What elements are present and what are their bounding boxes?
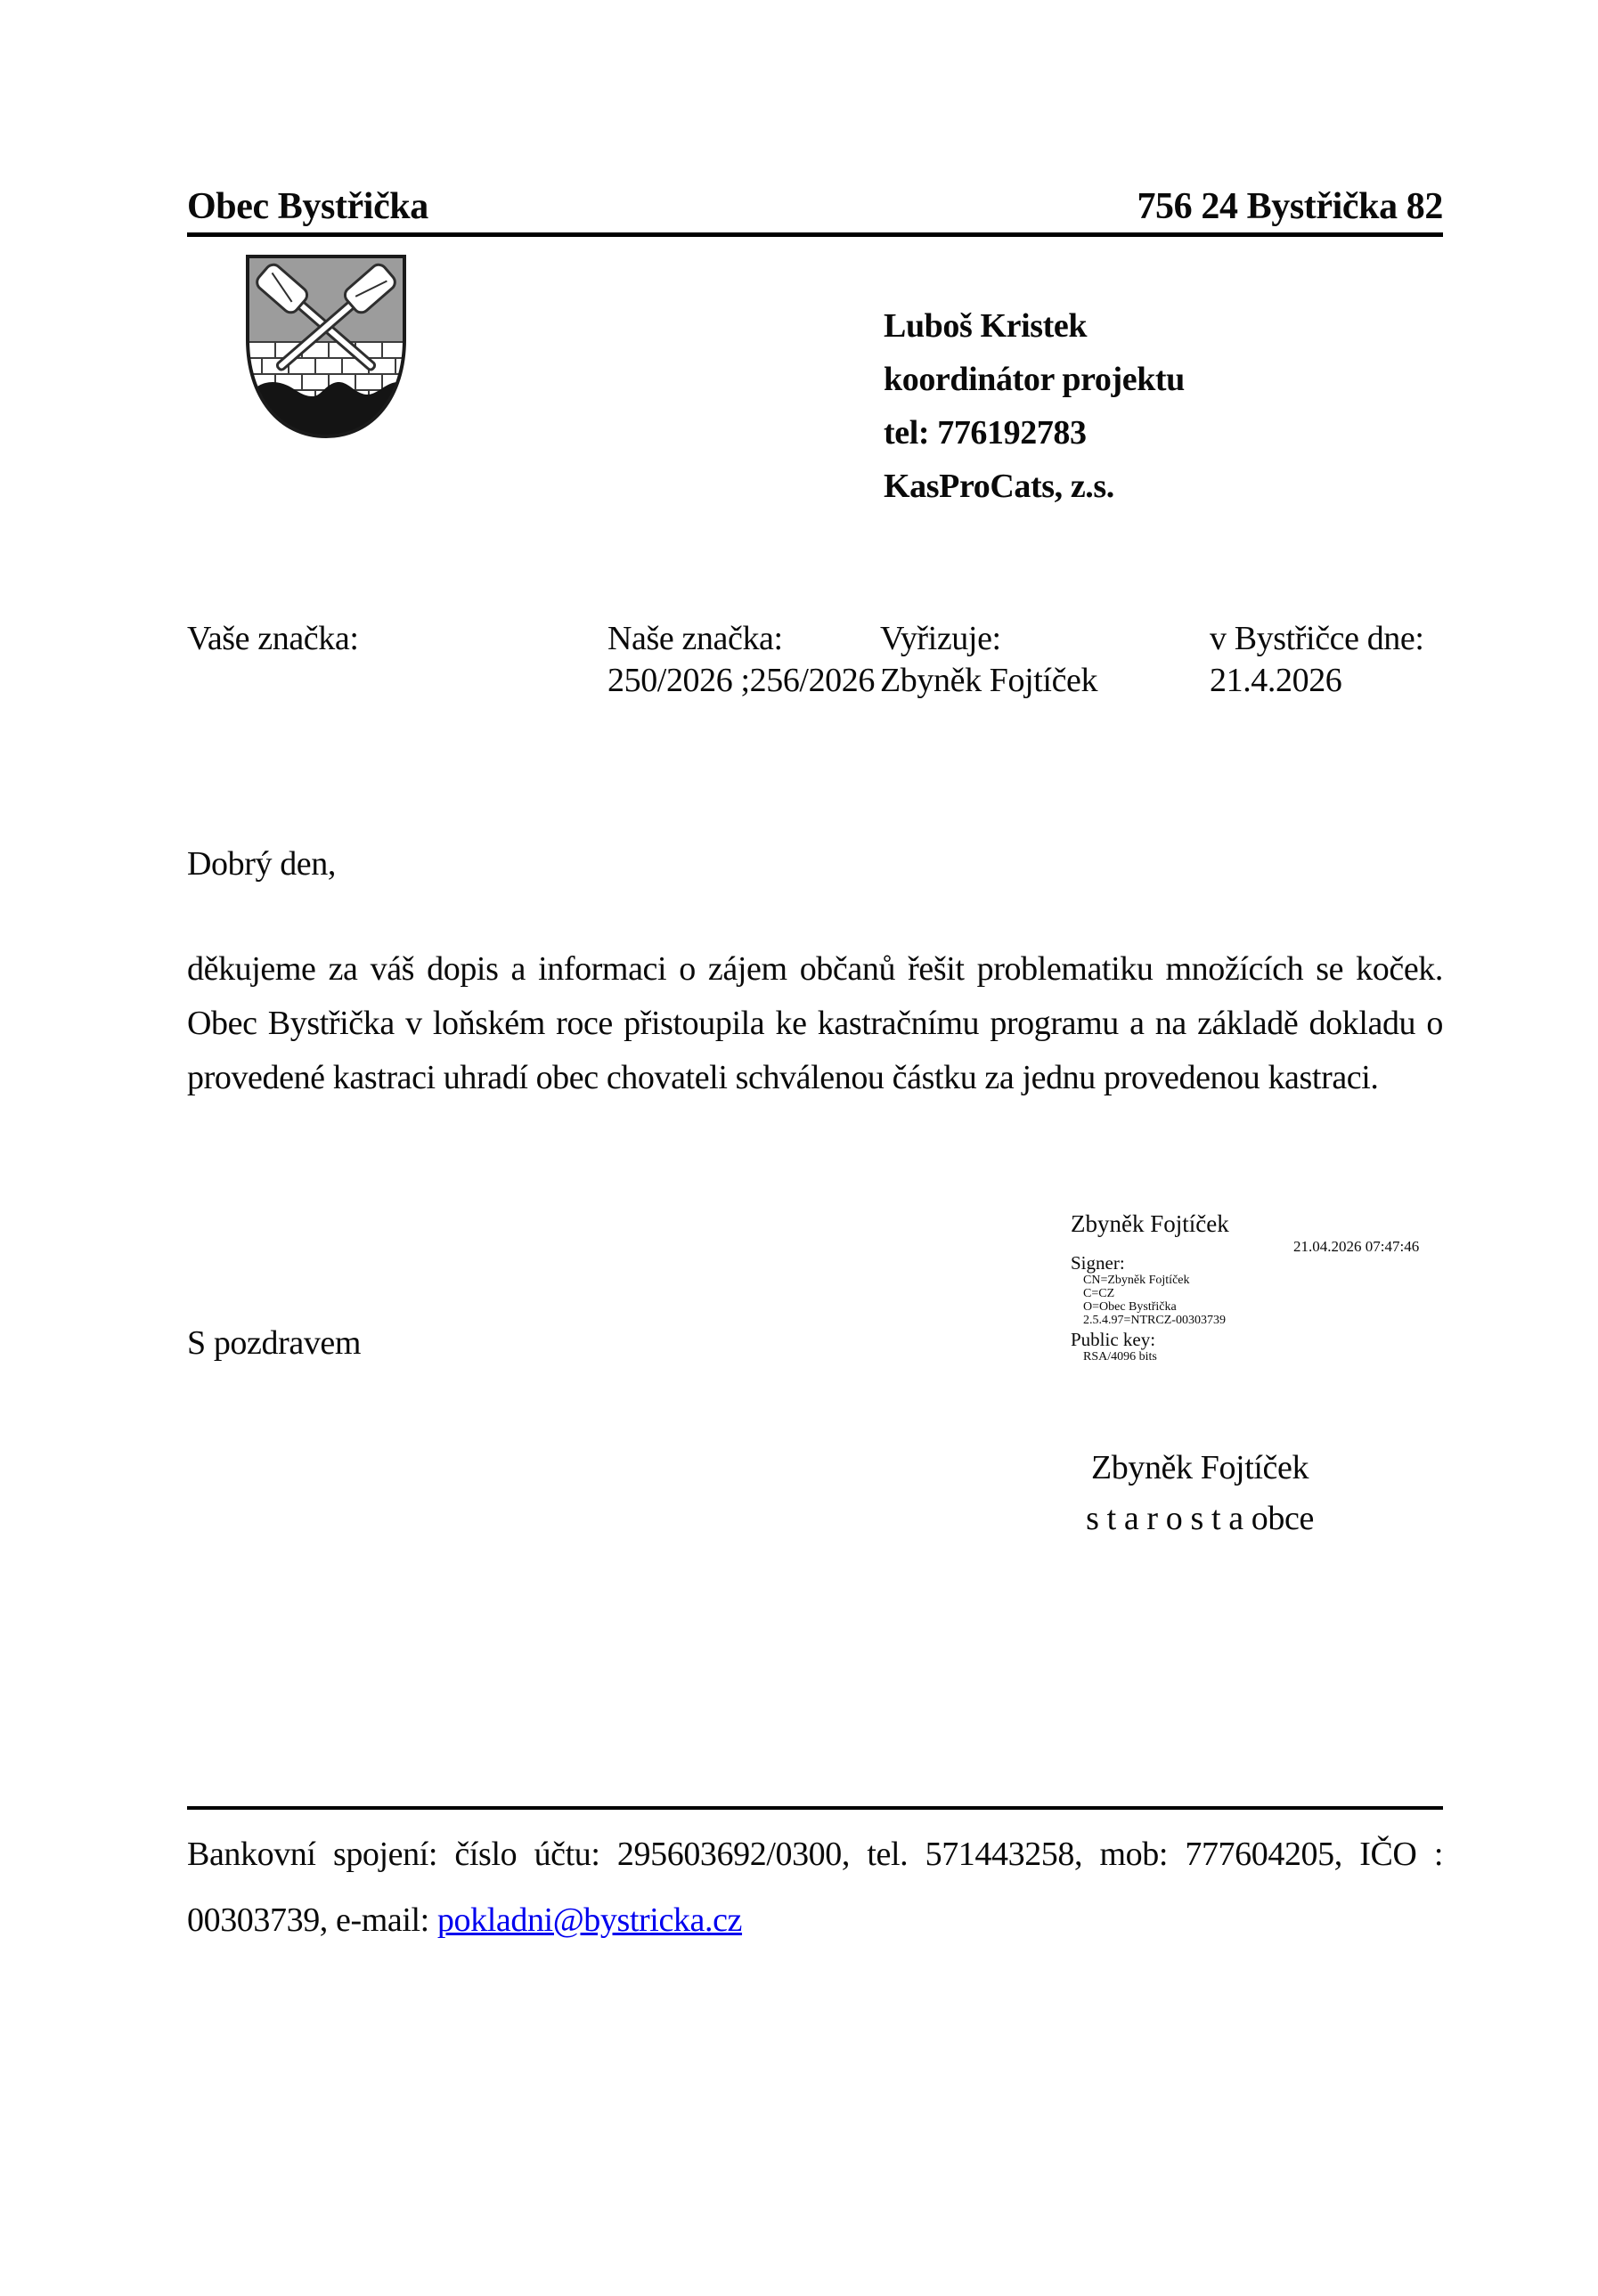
municipal-coat-of-arms-icon — [243, 252, 409, 441]
reference-label: v Bystřičce dne: — [1210, 620, 1424, 657]
reference-date — [1210, 618, 1424, 702]
reference-value: Zbyněk Fojtíček — [880, 662, 1098, 699]
closing-salutation: S pozdravem — [187, 1324, 362, 1362]
signoff-title: s t a r o s t a obce — [1086, 1500, 1314, 1537]
stamp-signer-label: Signer: — [1071, 1252, 1125, 1274]
coat-of-arms-svg — [243, 252, 409, 441]
stamp-timestamp: 21.04.2026 07:47:46 — [1293, 1238, 1420, 1255]
recipient-name: Luboš Kristek — [884, 307, 1088, 345]
footer-email-link[interactable]: pokladni@bystricka.cz — [436, 1901, 743, 1939]
stamp-signer-name: Zbyněk Fojtíček — [1071, 1210, 1229, 1237]
water-waves — [243, 382, 409, 441]
digital-signature-stamp — [1071, 1209, 1445, 1364]
reference-your-ref — [187, 618, 358, 660]
stamp-public-key-value: RSA/4096 bits — [1083, 1350, 1157, 1364]
recipient-block — [884, 299, 1185, 513]
body-paragraph: děkujeme za váš dopis a informaci o zájem občanů řešit problematiku množících se koček. Obec Bystřička v loňském roce přistoupila ke kastračnímu programu a na základě dokladu o provedené kastraci uhradí obec chovateli schválenou částku za jednu provedenou kastraci. — [187, 950, 1443, 1096]
stamp-signer-cn: CN=Zbyněk Fojtíček — [1083, 1274, 1190, 1287]
salutation: Dobrý den, — [187, 845, 336, 883]
org-address: 756 24 Bystřička 82 — [1137, 186, 1443, 227]
stamp-public-key-label: Public key: — [1071, 1329, 1156, 1350]
footer — [187, 1806, 1443, 1953]
stamp-signer-oid: 2.5.4.97=NTRCZ-00303739 — [1083, 1314, 1226, 1327]
reference-label: Vaše značka: — [187, 620, 359, 657]
stamp-signer-o: O=Obec Bystřička — [1083, 1300, 1177, 1314]
recipient-role: koordinátor projektu — [884, 361, 1185, 398]
reference-label: Vyřizuje: — [880, 620, 1001, 657]
reference-value: 21.4.2026 — [1210, 662, 1342, 699]
recipient-phone: tel: 776192783 — [884, 414, 1087, 452]
reference-label: Naše značka: — [607, 620, 783, 657]
masthead — [187, 183, 1443, 237]
signoff-block — [1017, 1443, 1382, 1544]
signoff-name: Zbyněk Fojtíček — [1090, 1449, 1309, 1486]
stamp-signer-c: C=CZ — [1083, 1287, 1115, 1300]
footer-text: Bankovní spojení: číslo účtu: 295603692/0300, tel. 571443258, mob: 777604205, IČO : 00303739, e-mail: — [187, 1836, 1443, 1939]
reference-our-ref — [607, 618, 875, 702]
reference-handled-by — [880, 618, 1097, 702]
org-name: Obec Bystřička — [187, 186, 428, 227]
reference-value: 250/2026 ;256/2026 — [607, 662, 875, 699]
recipient-org: KasProCats, z.s. — [884, 468, 1114, 505]
